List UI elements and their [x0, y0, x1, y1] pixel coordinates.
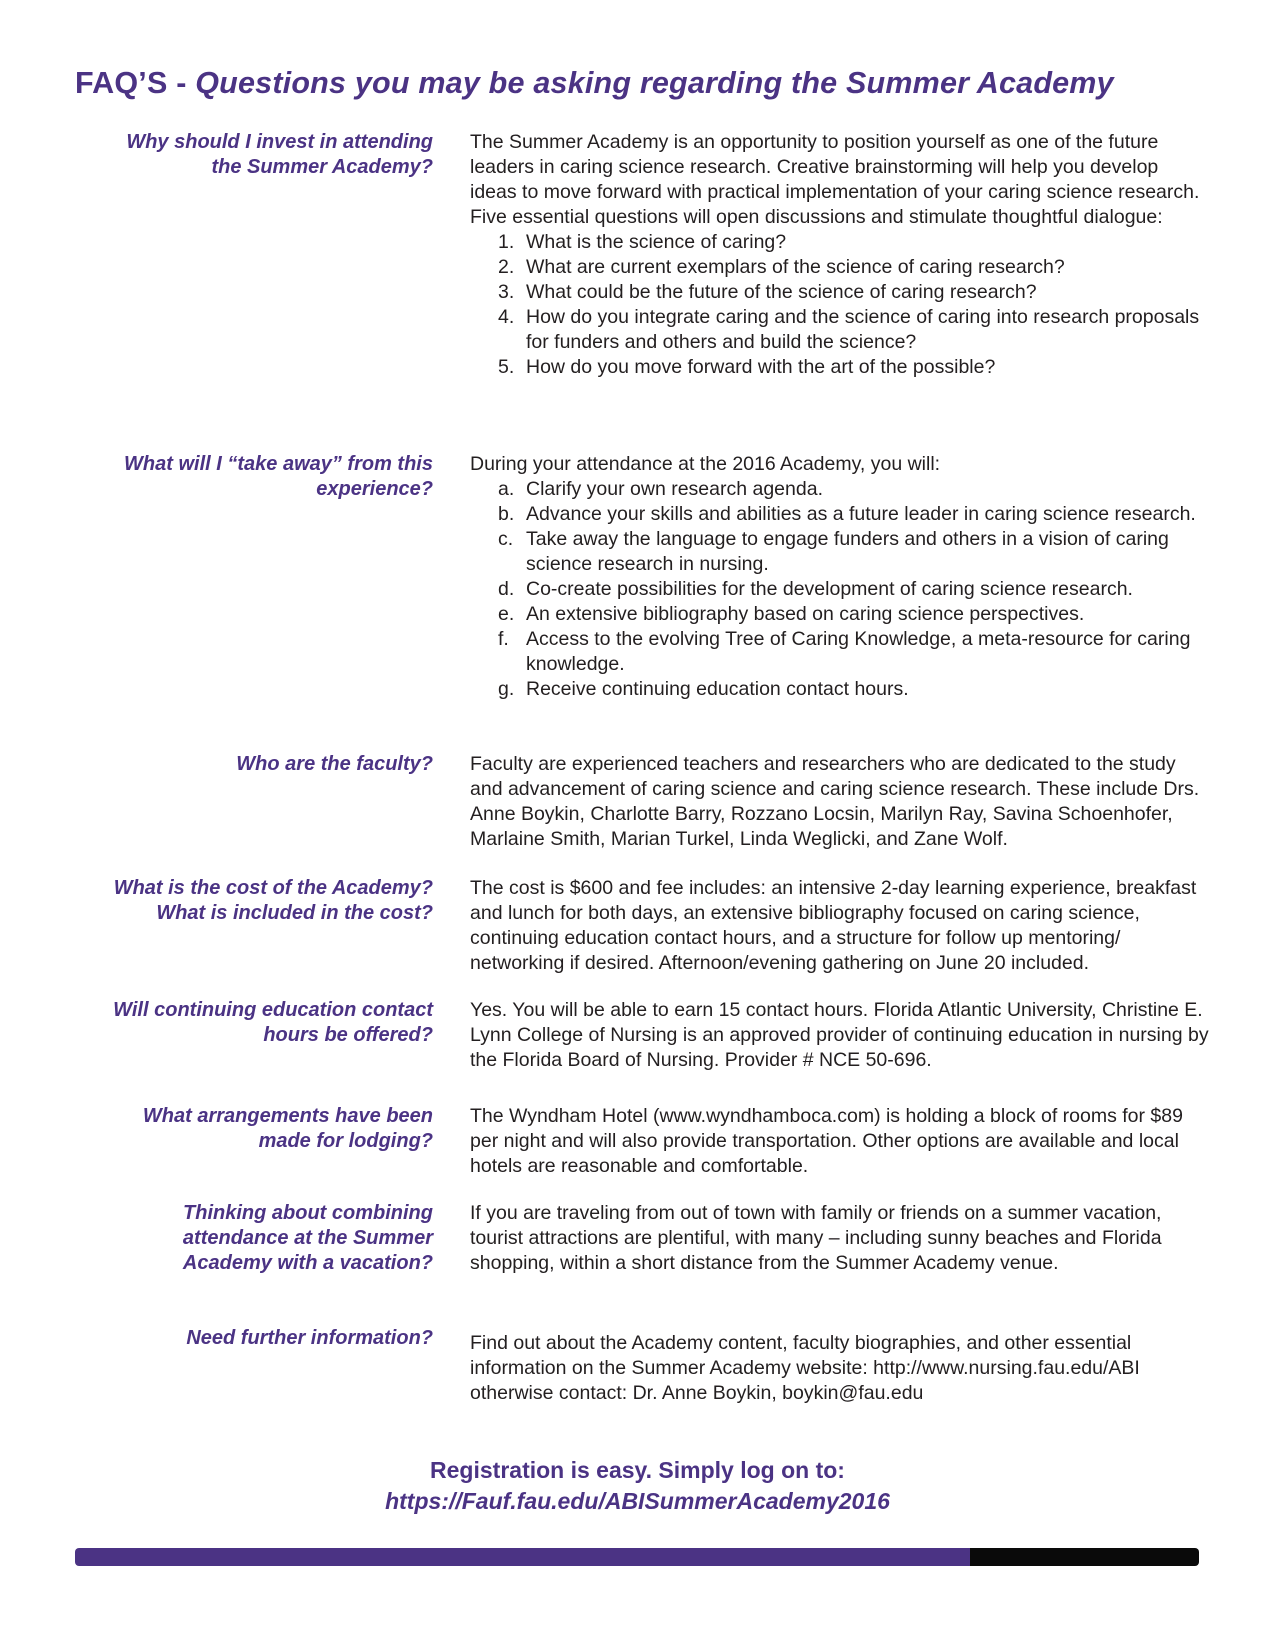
list-item: 5. How do you move forward with the art of the possible? [498, 356, 996, 378]
title-subtitle: Questions you may be asking regarding the Summer Academy [195, 66, 1114, 100]
faq-answer-cost: The cost is $600 and fee includes: an intensive 2-day learning experience, breakfast and lunch for both days, an extensive bibliography focused on caring science, continuing education contact hours, and a structure for follow up mentoring/ networking if desired. Afternoon/evening gathering on June 20 included. [470, 877, 1197, 974]
essential-questions-list [470, 230, 1210, 380]
answer-intro-2: Five essential questions will open discussions and stimulate thoughtful dialogue: [470, 206, 1163, 228]
faq-question-take-away: What will I “take away” from this experience? [124, 453, 433, 500]
answer-intro: During your attendance at the 2016 Academy, you will: [470, 453, 941, 475]
faq-question-faculty: Who are the faculty? [236, 753, 433, 775]
faq-question-lodging: What arrangements have been made for lodging? [142, 1105, 433, 1152]
registration-text: Registration is easy. Simply log on to: [430, 1457, 845, 1483]
faq-question-further-info: Need further information? [186, 1327, 433, 1349]
answer-intro: The Summer Academy is an opportunity to position yourself as one of the future leaders in caring science research. Creative brainstorming will help you develop ideas to move forward with practical implementation of your caring science research. [470, 131, 1200, 203]
list-item: g. Receive continuing education contact hours. [498, 678, 909, 700]
list-item: e. An extensive bibliography based on caring science perspectives. [498, 603, 1085, 625]
list-item: a. Clarify your own research agenda. [498, 478, 823, 500]
take-away-list [470, 477, 1210, 702]
faq-answer-further-info: Find out about the Academy content, faculty biographies, and other essential information on the Summer Academy website: http://www.nursing.fau.edu/ABI otherwise contact: Dr. Anne Boykin, boykin@fau.edu [470, 1332, 1140, 1404]
list-item: c. Take away the language to engage funders and others in a vision of caring science research in nursing. [498, 528, 1169, 575]
list-item: 3. What could be the future of the science of caring research? [498, 281, 1037, 303]
footer-bar [75, 1548, 1199, 1566]
title-lead: FAQ’S - [75, 66, 196, 100]
list-item: b. Advance your skills and abilities as a future leader in caring science research. [498, 503, 1196, 525]
faq-answer-lodging: The Wyndham Hotel (www.wyndhamboca.com) is holding a block of rooms for $89 per night and will also provide transportation. Other options are available and local hotels are reasonable and comfortable. [470, 1105, 1183, 1177]
faq-question-invest: Why should I invest in attending the Summer Academy? [126, 131, 433, 178]
faq-answer-contact-hours: Yes. You will be able to earn 15 contact hours. Florida Atlantic University, Christine E. Lynn College of Nursing is an approved provider of continuing education in nursing by the Florida Board of Nursing. Provider # NCE 50-696. [470, 999, 1209, 1071]
registration-callout [0, 1455, 1275, 1517]
faq-answer-faculty: Faculty are experienced teachers and researchers who are dedicated to the study and advancement of caring science and caring science research. These include Drs. Anne Boykin, Charlotte Barry, Rozzano Locsin, Marilyn Ray, Savina Schoenhofer, Marlaine Smith, Marian Turkel, Linda Weglicki, and Zane Wolf. [470, 753, 1200, 850]
faq-answer-take-away [470, 452, 1210, 702]
registration-link[interactable]: https://Fauf.fau.edu/ABISummerAcademy2016 [385, 1488, 890, 1514]
footer-bar-purple [75, 1548, 970, 1566]
faq-question-vacation: Thinking about combining attendance at the Summer Academy with a vacation? [182, 1202, 433, 1274]
list-item: 1. What is the science of caring? [498, 231, 787, 253]
page-title [75, 66, 1225, 101]
list-item: d. Co-create possibilities for the development of caring science research. [498, 578, 1133, 600]
list-item: 4. How do you integrate caring and the science of caring into research proposals for funders and others and build the science? [498, 306, 1200, 353]
list-item: 2. What are current exemplars of the science of caring research? [498, 256, 1065, 278]
faq-answer-vacation: If you are traveling from out of town with family or friends on a summer vacation, tourist attractions are plentiful, with many – including sunny beaches and Florida shopping, within a short distance from the Summer Academy venue. [470, 1202, 1162, 1274]
list-item: f. Access to the evolving Tree of Caring Knowledge, a meta-resource for caring knowledge. [498, 628, 1191, 675]
faq-question-cost: What is the cost of the Academy? What is included in the cost? [113, 877, 433, 924]
faq-answer-invest [470, 130, 1210, 380]
footer-bar-black [970, 1548, 1199, 1566]
faq-question-contact-hours: Will continuing education contact hours be offered? [113, 999, 433, 1046]
